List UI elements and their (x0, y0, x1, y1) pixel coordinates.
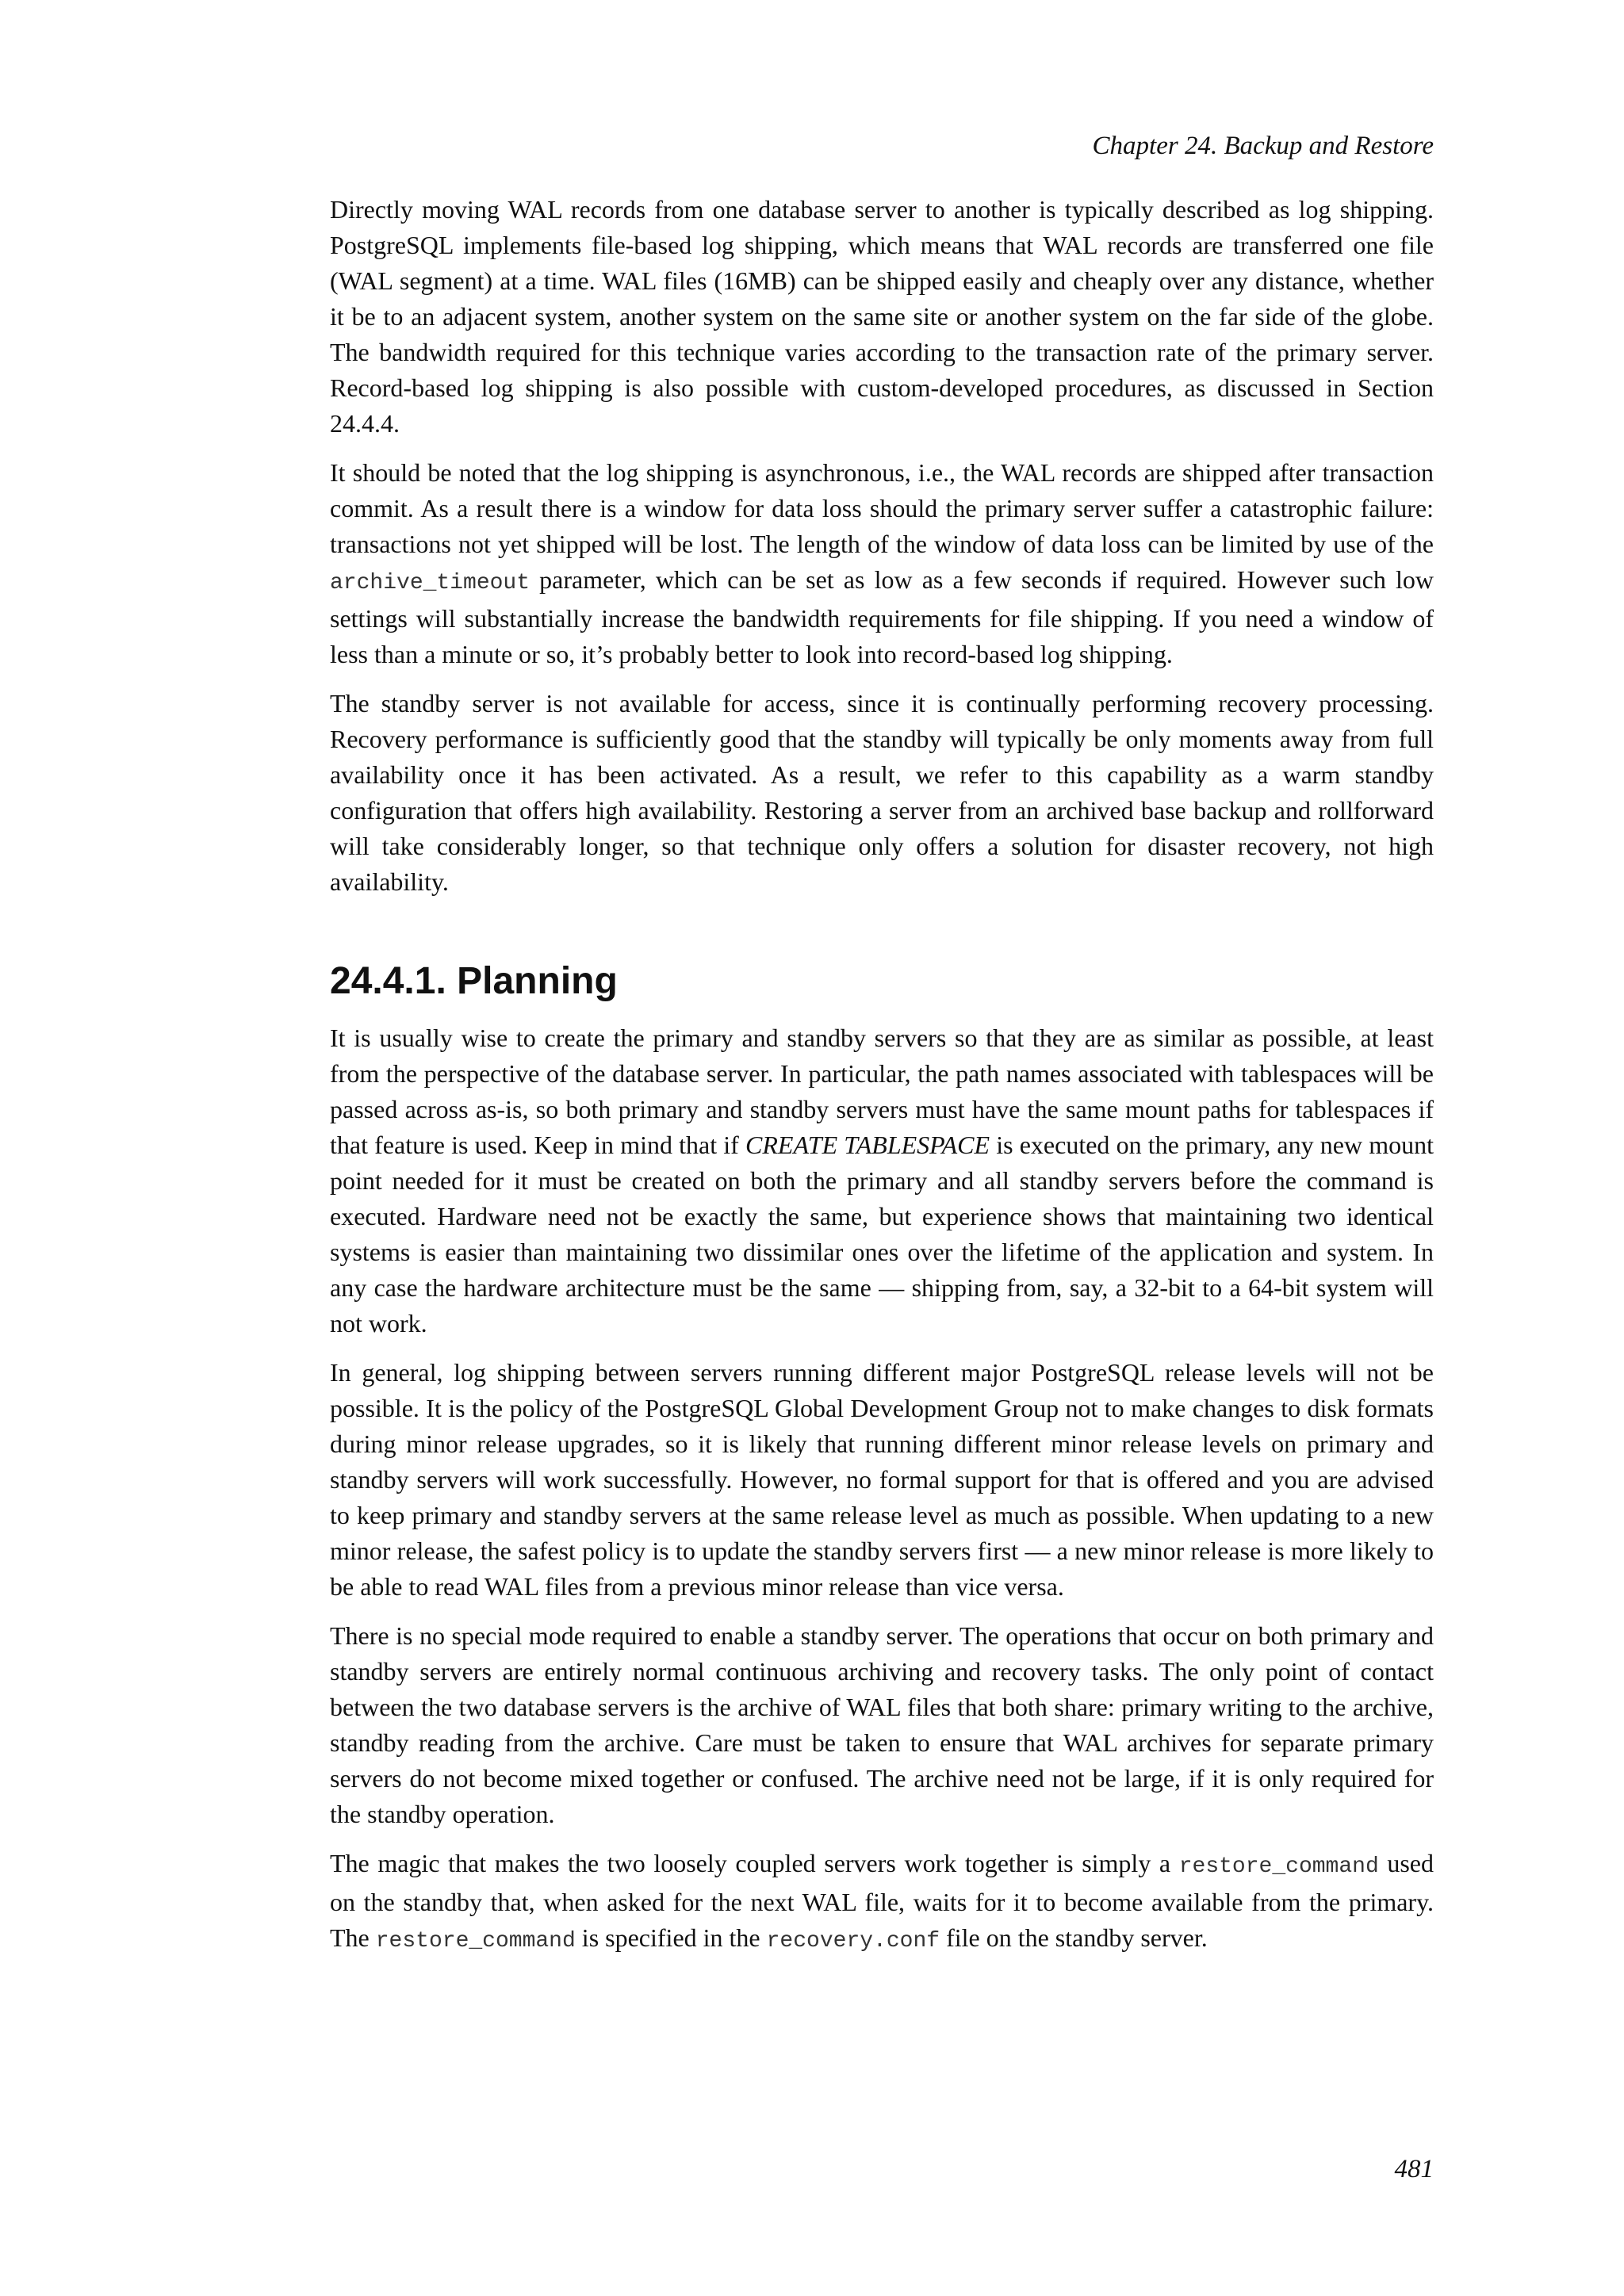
paragraph-standby-availability: The standby server is not available for access, since it is continually performing recovery processing. Recovery performance is sufficiently good that the standby will typically be only moments away from full availability once it has been activated. As a result, we refer to this capability as a warm standby configuration that offers high availability. Restoring a server from an archived base backup and rollforward will take considerably longer, so that technique only offers a solution for disaster recovery, not high availability. (330, 689, 1434, 896)
paragraph-release-levels: In general, log shipping between servers running different major PostgreSQL release levels will not be possible. It is the policy of the PostgreSQL Global Development Group not to make changes to disk formats during minor release upgrades, so it is likely that running different minor release levels on primary and standby servers will work successfully. However, no formal support for that is offered and you are advised to keep primary and standby servers at the same release level as much as possible. When updating to a new minor release, the safest policy is to update the standby servers first — a new minor release is more likely to be able to read WAL files from a previous minor release than vice versa. (330, 1358, 1434, 1601)
paragraph-no-special-mode: There is no special mode required to enable a standby server. The operations that occur on both primary and standby servers are entirely normal continuous archiving and recovery tasks. The only point of contact between the two database servers is the archive of WAL files that both share: primary writing to the archive, standby reading from the archive. Care must be taken to ensure that WAL archives for separate primary servers do not become mixed together or confused. The archive need not be large, if it is only required for the standby operation. (330, 1621, 1434, 1828)
text-run: is executed on the primary, any new mount point needed for it must be created on both the primary and all standby servers before the command is executed. Hardware need not be exactly the same, but experience shows that maintaining two identical systems is easier than maintaining two dissimilar ones over the lifetime of the application and system. In any case the hardware architecture must be the same — shipping from, say, a 32-bit to a 64-bit system will not work. (330, 1131, 1434, 1337)
page-number: 481 (1394, 2155, 1434, 2183)
text-run: used on the standby that, when asked for the next WAL file, waits for it to become available from the primary. The (330, 1849, 1434, 1952)
text-run: file on the standby server. (940, 1923, 1208, 1952)
paragraph-planning-similar-servers (330, 1020, 1434, 1341)
text-run: It should be noted that the log shipping is asynchronous, i.e., the WAL records are shipped after transaction commit. As a result there is a window for data loss should the primary server suffer a catastrophic failure: transactions not yet shipped will be lost. The length of the window of data loss can be limited by use of the (330, 458, 1434, 558)
code-restore-command: restore_command (1178, 1854, 1379, 1879)
emphasis-create-tablespace: CREATE TABLESPACE (745, 1131, 990, 1159)
code-restore-command: restore_command (375, 1929, 576, 1954)
page-content (330, 192, 1434, 1973)
running-header: Chapter 24. Backup and Restore (1092, 132, 1434, 160)
paragraph-log-shipping-intro: Directly moving WAL records from one database server to another is typically described as log shipping. PostgreSQL implements file-based log shipping, which means that WAL records are transferred one file (WAL segment) at a time. WAL files (16MB) can be shipped easily and cheaply over any distance, whether it be to an adjacent system, another system on the same site or another system on the far side of the globe. The bandwidth required for this technique varies according to the transaction rate of the primary server. Record-based log shipping is also possible with custom-developed procedures, as discussed in Section 24.4.4. (330, 195, 1434, 438)
text-run: parameter, which can be set as low as a few seconds if required. However such low settings will substantially increase the bandwidth requirements for file shipping. If you need a window of less than a minute or so, it’s probably better to look into record-based log shipping. (330, 565, 1434, 668)
paragraph-asynchronous (330, 455, 1434, 672)
code-archive-timeout: archive_timeout (330, 571, 530, 595)
section-heading-planning: 24.4.1. Planning (330, 960, 618, 1002)
text-run: It is usually wise to create the primary and standby servers so that they are as similar as possible, at least from the perspective of the database server. In particular, the path names associated with tablespaces will be passed across as-is, so both primary and standby servers must have the same mount paths for tablespaces if that feature is used. Keep in mind that if (330, 1024, 1434, 1159)
text-run: The magic that makes the two loosely coupled servers work together is simply a (330, 1849, 1179, 1877)
text-run: is specified in the (575, 1923, 767, 1952)
paragraph-restore-command (330, 1846, 1434, 1959)
code-recovery-conf: recovery.conf (766, 1929, 940, 1954)
